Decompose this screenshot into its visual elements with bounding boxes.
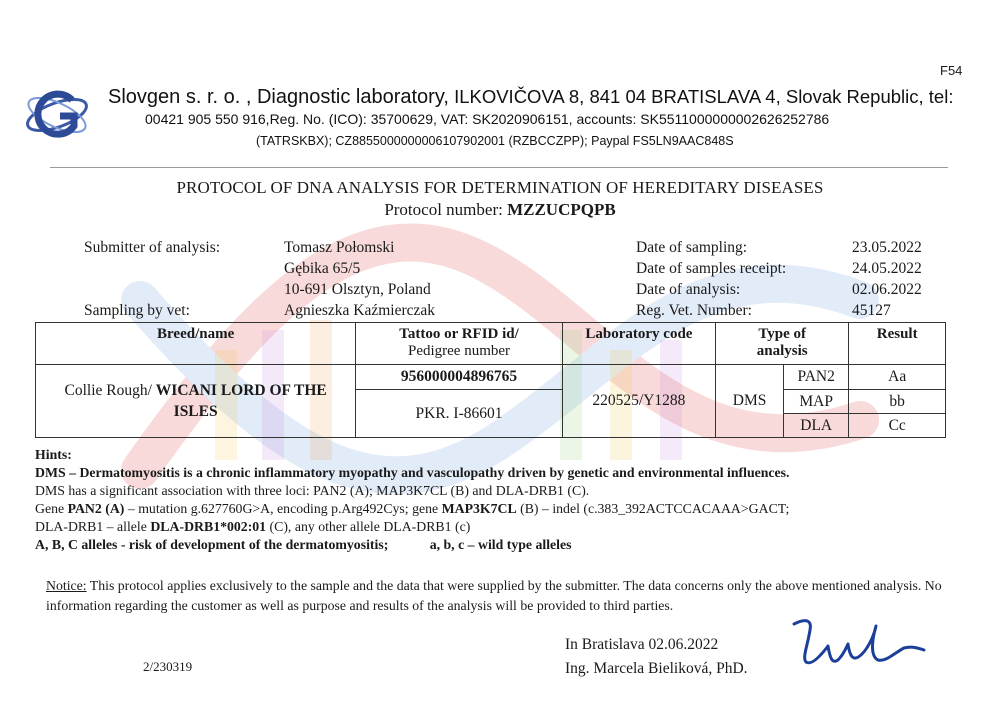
dla-line (35, 518, 975, 536)
receipt-date-label: Date of samples receipt: (636, 260, 787, 277)
header-type-line2: analysis (756, 343, 808, 359)
header-breed: Breed/name (36, 323, 356, 365)
header-tattoo-label: Tattoo or RFID id/ (399, 326, 519, 342)
dla-allele: DLA-DRB1*002:01 (150, 519, 267, 534)
sampling-date: 23.05.2022 (852, 239, 922, 256)
table-row (36, 365, 946, 390)
dms-association: DMS has a significant association with three loci: PAN2 (A); MAP3K7CL (B) and DLA-DRB1 (C). (35, 483, 590, 498)
signature-image (788, 614, 928, 674)
breed-cell (36, 365, 356, 438)
map3k7cl-mutation: (B) – indel (c.383_392ACTCCACAAA>GACT; (516, 501, 790, 516)
header-labcode: Laboratory code (562, 323, 715, 365)
results-table (35, 322, 946, 438)
gene-label: Gene (35, 501, 68, 516)
header-type-line1: Type of (758, 326, 807, 342)
dms-definition: DMS – Dermatomyositis is a chronic inflammatory myopathy and vasculopathy driven by genetic and environmental influences. (35, 465, 790, 480)
analysis-date: 02.06.2022 (852, 281, 922, 298)
risk-alleles: A, B, C alleles - risk of development of the dermatomyositis; (35, 537, 389, 552)
reg-vet-number: 45127 (852, 302, 891, 319)
notice-text: This protocol applies exclusively to the sample and the data that were supplied by the submitter. The data concerns only the above mentioned analysis. No information regarding the customer as well as purpose and results of the analysis will be provided to third parties. (46, 578, 942, 613)
notice-paragraph (46, 576, 946, 616)
place-date: In Bratislava 02.06.2022 (565, 636, 719, 653)
hints-title: Hints: (35, 447, 72, 462)
hints-section (35, 446, 975, 554)
dla-label: DLA-DRB1 – allele (35, 519, 151, 534)
pan2-mutation: – mutation g.627760G>A, encoding p.Arg492Cys; gene (124, 501, 442, 516)
company-header (108, 86, 953, 109)
locus-dla: DLA (784, 414, 849, 438)
document-code: 2/230319 (143, 659, 193, 674)
analysis-type-cell: DMS (716, 365, 784, 438)
vet-label: Sampling by vet: (84, 302, 190, 319)
wild-alleles: a, b, c – wild type alleles (429, 537, 572, 552)
company-name: Slovgen s. r. o. , Diagnostic laboratory, (108, 86, 449, 108)
submitter-city: 10-691 Olsztyn, Poland (284, 281, 431, 298)
submitter-label: Submitter of analysis: (84, 239, 221, 256)
company-address: ILKOVIČOVA 8, 841 04 BRATISLAVA 4, Slovak Republic, tel: (454, 86, 954, 107)
submitter-street: Gębika 65/5 (284, 260, 361, 277)
result-dla: Cc (849, 414, 946, 438)
result-pan2: Aa (849, 365, 946, 390)
map3k7cl-gene: MAP3K7CL (441, 501, 517, 516)
gene-mutation-line (35, 500, 975, 518)
vet-name: Agnieszka Kaźmierczak (284, 302, 436, 319)
slovgen-logo (22, 80, 92, 150)
form-code: F54 (940, 63, 963, 78)
company-accounts-line: (TATRSKBX); CZ8855000000006107902001 (RZBCCZPP); Paypal FS5LN9AAC848S (256, 134, 734, 148)
signer-name: Ing. Marcela Bieliková, PhD. (565, 660, 748, 677)
dog-name: WICANI LORD OF THE ISLES (155, 382, 327, 420)
receipt-date: 24.05.2022 (852, 260, 922, 277)
submitter-name: Tomasz Połomski (284, 239, 395, 256)
company-reg-line: 00421 905 550 916,Reg. No. (ICO): 35700629, VAT: SK2020906151, accounts: SK5511000000002626252786 (145, 111, 830, 127)
header-divider (50, 167, 948, 168)
analysis-date-label: Date of analysis: (636, 281, 741, 298)
dla-other: (C), any other allele DLA-DRB1 (c) (266, 519, 471, 534)
header-tattoo (356, 323, 562, 365)
pedigree-cell: PKR. I-86601 (356, 390, 562, 438)
protocol-number-line (0, 200, 1000, 220)
sampling-date-label: Date of sampling: (636, 239, 748, 256)
locus-pan2: PAN2 (784, 365, 849, 390)
alleles-line (35, 536, 975, 554)
protocol-number: MZZUCPQPB (507, 200, 616, 219)
locus-map: MAP (784, 390, 849, 414)
header-type (716, 323, 849, 365)
breed: Collie Rough/ (64, 382, 152, 399)
protocol-number-label: Protocol number: (384, 200, 503, 219)
header-result: Result (849, 323, 946, 365)
rfid-cell: 956000004896765 (356, 365, 562, 390)
reg-vet-label: Reg. Vet. Number: (636, 302, 752, 319)
pan2-gene: PAN2 (A) (67, 501, 125, 516)
table-header-row (36, 323, 946, 365)
protocol-title: PROTOCOL OF DNA ANALYSIS FOR DETERMINATION OF HEREDITARY DISEASES (176, 178, 824, 197)
labcode-cell: 220525/Y1288 (562, 365, 715, 438)
result-map: bb (849, 390, 946, 414)
header-pedigree-label: Pedigree number (407, 343, 511, 359)
notice-label: Notice: (46, 578, 87, 593)
